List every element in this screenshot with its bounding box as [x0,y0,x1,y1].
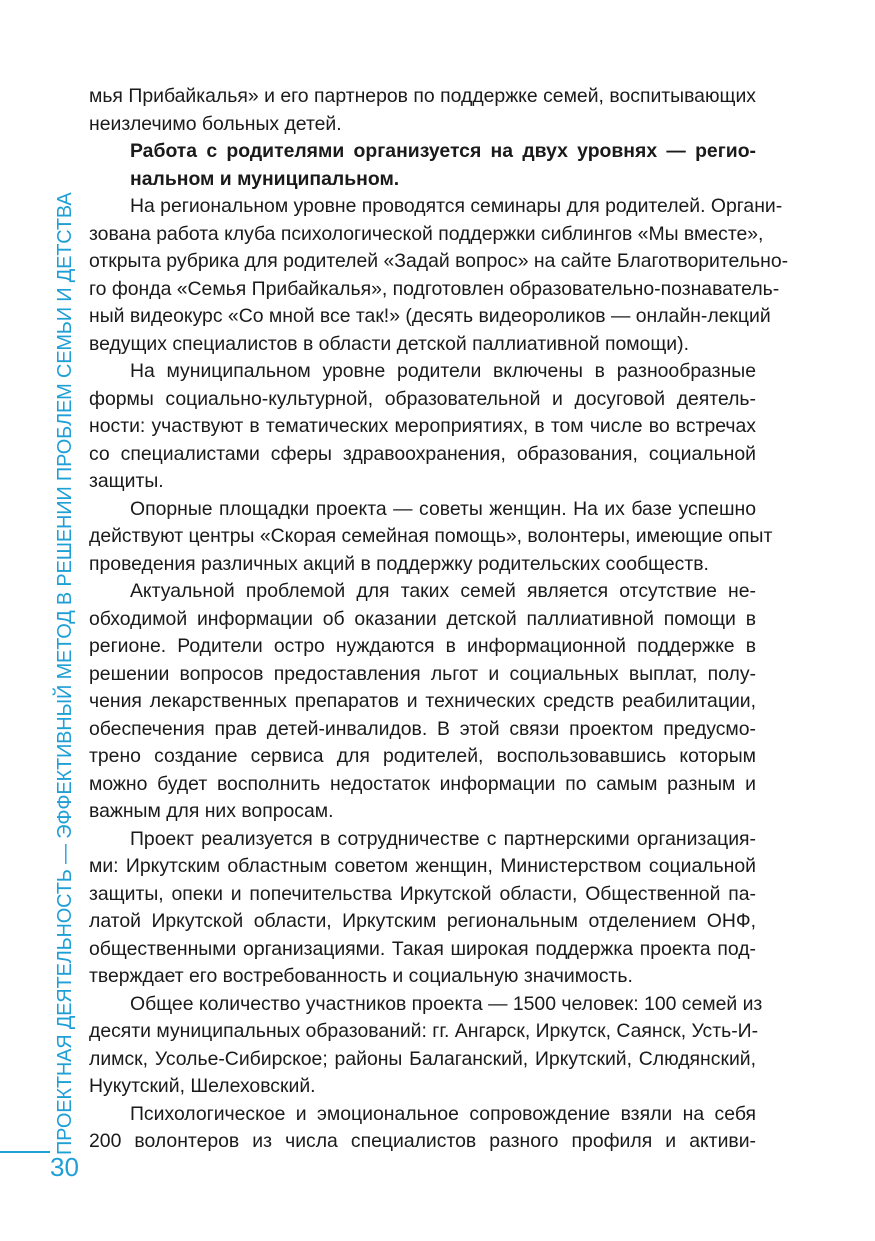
text-line: защиты. [89,470,164,492]
text-line: На муниципальном уровне родители включены в разнообразные [130,360,756,382]
text-line: трено создание сервиса для родителей, воспользовавшись которым [89,745,756,767]
text-line: 200 волонтеров из числа специалистов разного профиля и активи- [89,1130,756,1152]
text-line: решении вопросов предоставления льгот и социальных выплат, полу- [89,662,756,685]
text-line: действуют центры «Скорая семейная помощь», волонтеры, имеющие опыт [89,525,773,547]
text-line: важным для них вопросам. [89,800,334,822]
text-line: зована работа клуба психологической поддержки сиблингов «Мы вместе», [89,222,764,245]
text-line: формы социально-культурной, образовательной и досуговой деятель- [89,387,756,410]
text-line: ми: Иркутским областным советом женщин, Министерством социальной [89,855,756,877]
text-line: Проект реализуется в сотрудничестве с партнерскими организация- [130,827,756,850]
text-line: обеспечения прав детей-инвалидов. В этой связи проектом предусмо- [89,717,756,740]
text-line: проведения различных акций в поддержку родительских сообществ. [89,552,709,575]
text-line: регионе. Родители остро нуждаются в информационной поддержке в [89,635,756,657]
text-line: Психологическое и эмоциональное сопровождение взяли на себя [130,1102,756,1125]
page-number: 30 [50,1152,79,1182]
text-line: неизлечимо больных детей. [89,112,342,135]
body-text [89,83,789,1156]
text-line: десяти муниципальных образований: гг. Ангарск, Иркутск, Саянск, Усть-И- [89,1020,759,1042]
text-line: Опорные площадки проекта — советы женщин. На их базе успешно [130,497,756,520]
text-line: На региональном уровне проводятся семинары для родителей. Органи- [130,195,783,217]
running-title: ПРОЕКТНАЯ ДЕЯТЕЛЬНОСТЬ — ЭФФЕКТИВНЫЙ МЕТОД В РЕШЕНИИ ПРОБЛЕМ СЕМЬИ И ДЕТСТВА [54,192,76,1155]
text-line: Актуальной проблемой для таких семей является отсутствие не- [130,580,756,602]
page-rule [0,1151,50,1153]
bold-text: нальном и муниципальном. [130,167,400,190]
text-line: тверждает его востребованность и социальную значимость. [89,965,633,987]
text-line: ведущих специалистов в области детской паллиативной помощи). [89,332,689,355]
text-line: лимск, Усолье-Сибирское; районы Балаганский, Иркутский, Слюдянский, [89,1047,756,1070]
text-line: открыта рубрика для родителей «Задай вопрос» на сайте Благотворительно- [89,250,789,272]
text-line: обходимой информации об оказании детской паллиативной помощи в [89,607,756,630]
text-line: го фонда «Семья Прибайкалья», подготовлен образовательно-познаватель- [89,277,780,300]
text-line [89,138,756,166]
text-line: мья Прибайкалья» и его партнеров по поддержке семей, воспитывающих [89,85,756,107]
bold-text: Работа с родителями организуется на двух уровнях — регио- [130,140,756,162]
text-line: латой Иркутской области, Иркутским региональным отделением ОНФ, [89,910,756,932]
text-line: чения лекарственных препаратов и технических средств реабилитации, [89,690,756,712]
text-line: можно будет восполнить недостаток информации по самым разным и [89,772,756,795]
text-line: Нукутский, Шелеховский. [89,1075,316,1097]
text-line: ности: участвуют в тематических мероприятиях, в том числе во встречах [89,415,756,437]
text-line: ный видеокурс «Со мной все так!» (десять видеороликов — онлайн-лекций [89,305,771,327]
text-line: общественными организациями. Такая широкая поддержка проекта под- [89,937,756,960]
text-line: защиты, опеки и попечительства Иркутской области, Общественной па- [89,882,756,905]
text-line: Общее количество участников проекта — 1500 человек: 100 семей из [130,992,763,1015]
text-line: со специалистами сферы здравоохранения, образования, социальной [89,442,756,465]
text-line [89,166,756,194]
